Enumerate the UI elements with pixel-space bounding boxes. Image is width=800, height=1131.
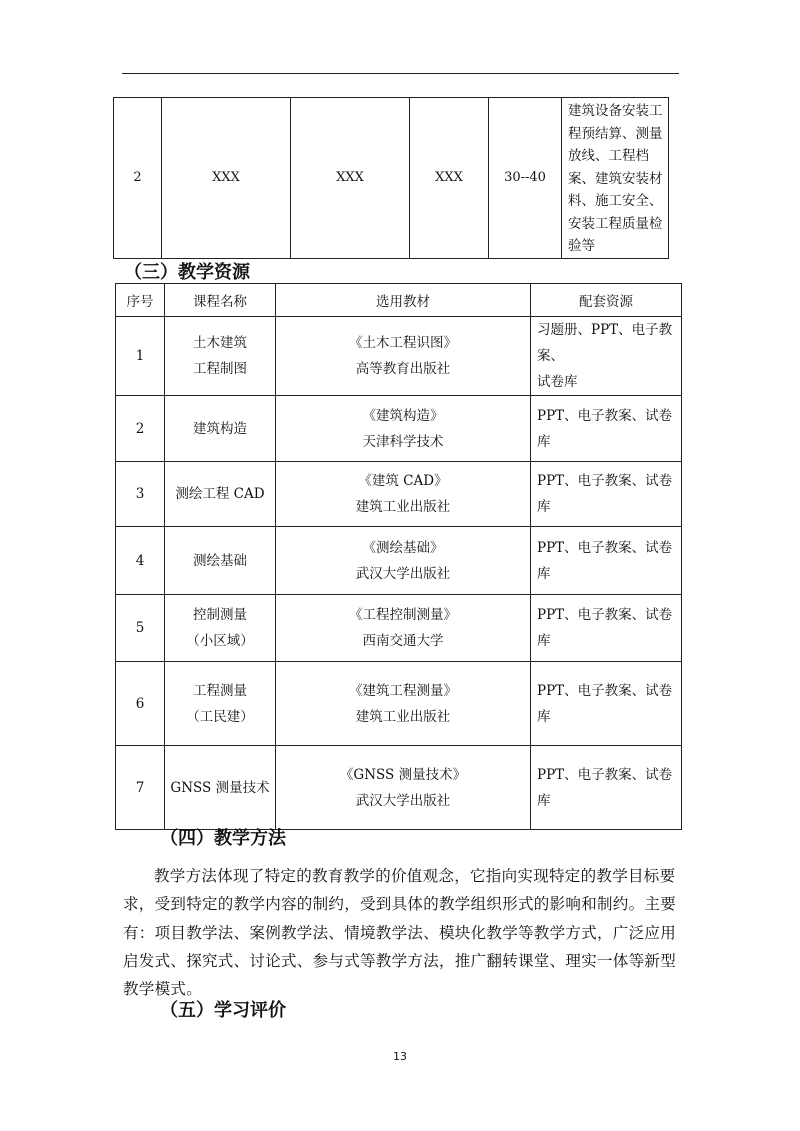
row-number: 1 <box>116 317 165 396</box>
section-title-teaching-methods: （四）教学方法 <box>160 828 286 849</box>
row-number: 2 <box>114 98 162 259</box>
textbook: 《测绘基础》 武汉大学出版社 <box>276 527 531 595</box>
table-header-row <box>116 284 682 317</box>
page-number: 13 <box>393 1050 407 1063</box>
header-course-name: 课程名称 <box>165 284 276 317</box>
cell-placeholder: XXX <box>162 98 291 259</box>
textbook: 《建筑 CAD》 建筑工业出版社 <box>276 462 531 527</box>
header-rule <box>122 73 679 74</box>
teaching-methods-paragraph: 教学方法体现了特定的教育教学的价值观念，它指向实现特定的教学目标要求，受到特定的教学内容的制约，受到具体的教学组织形式的影响和制约。主要有：项目教学法、案例教学法、情境教学法、模块化教学等教学方式，广泛应用启发式、探究式、讨论式、参与式等教学方法，推广翻转课堂、理实一体等新型教学模式。 <box>123 867 677 999</box>
textbook: 《GNSS 测量技术》 武汉大学出版社 <box>276 746 531 830</box>
course-name: 建筑构造 <box>165 396 276 462</box>
table-row <box>116 317 682 396</box>
course-name: 工程测量 （工民建） <box>165 662 276 746</box>
header-textbook: 选用教材 <box>276 284 531 317</box>
supporting-resources: PPT、电子教案、试卷库 <box>531 662 682 746</box>
course-name: 控制测量 （小区域） <box>165 595 276 662</box>
table-row <box>116 595 682 662</box>
section-title-learning-evaluation: （五）学习评价 <box>160 1000 286 1021</box>
row-number: 5 <box>116 595 165 662</box>
content-description: 建筑设备安装工程预结算、测量放线、工程档案、建筑安装材料、施工安全、安装工程质量检验等 <box>562 98 669 259</box>
row-number: 7 <box>116 746 165 830</box>
supporting-resources: PPT、电子教案、试卷库 <box>531 462 682 527</box>
cell-placeholder: XXX <box>291 98 410 259</box>
supporting-resources: PPT、电子教案、试卷库 <box>531 746 682 830</box>
row-number: 3 <box>116 462 165 527</box>
course-name: 土木建筑 工程制图 <box>165 317 276 396</box>
table-row <box>116 527 682 595</box>
header-resources: 配套资源 <box>531 284 682 317</box>
section-title-teaching-resources: （三）教学资源 <box>124 262 250 283</box>
curriculum-table-continued <box>113 97 669 259</box>
header-number: 序号 <box>116 284 165 317</box>
row-number: 2 <box>116 396 165 462</box>
course-name: 测绘工程 CAD <box>165 462 276 527</box>
teaching-resources-table <box>115 283 682 830</box>
table-row <box>116 746 682 830</box>
textbook: 《建筑构造》 天津科学技术 <box>276 396 531 462</box>
textbook: 《工程控制测量》 西南交通大学 <box>276 595 531 662</box>
course-name: GNSS 测量技术 <box>165 746 276 830</box>
course-name: 测绘基础 <box>165 527 276 595</box>
row-number: 6 <box>116 662 165 746</box>
supporting-resources: PPT、电子教案、试卷库 <box>531 595 682 662</box>
table-row <box>116 396 682 462</box>
supporting-resources: PPT、电子教案、试卷库 <box>531 527 682 595</box>
table-row <box>116 662 682 746</box>
supporting-resources: 习题册、PPT、电子教案、 试卷库 <box>531 317 682 396</box>
hours-cell: 30--40 <box>489 98 562 259</box>
supporting-resources: PPT、电子教案、试卷库 <box>531 396 682 462</box>
cell-placeholder: XXX <box>410 98 489 259</box>
table-row <box>116 462 682 527</box>
textbook: 《建筑工程测量》 建筑工业出版社 <box>276 662 531 746</box>
textbook: 《土木工程识图》 高等教育出版社 <box>276 317 531 396</box>
row-number: 4 <box>116 527 165 595</box>
table-row <box>114 98 669 259</box>
